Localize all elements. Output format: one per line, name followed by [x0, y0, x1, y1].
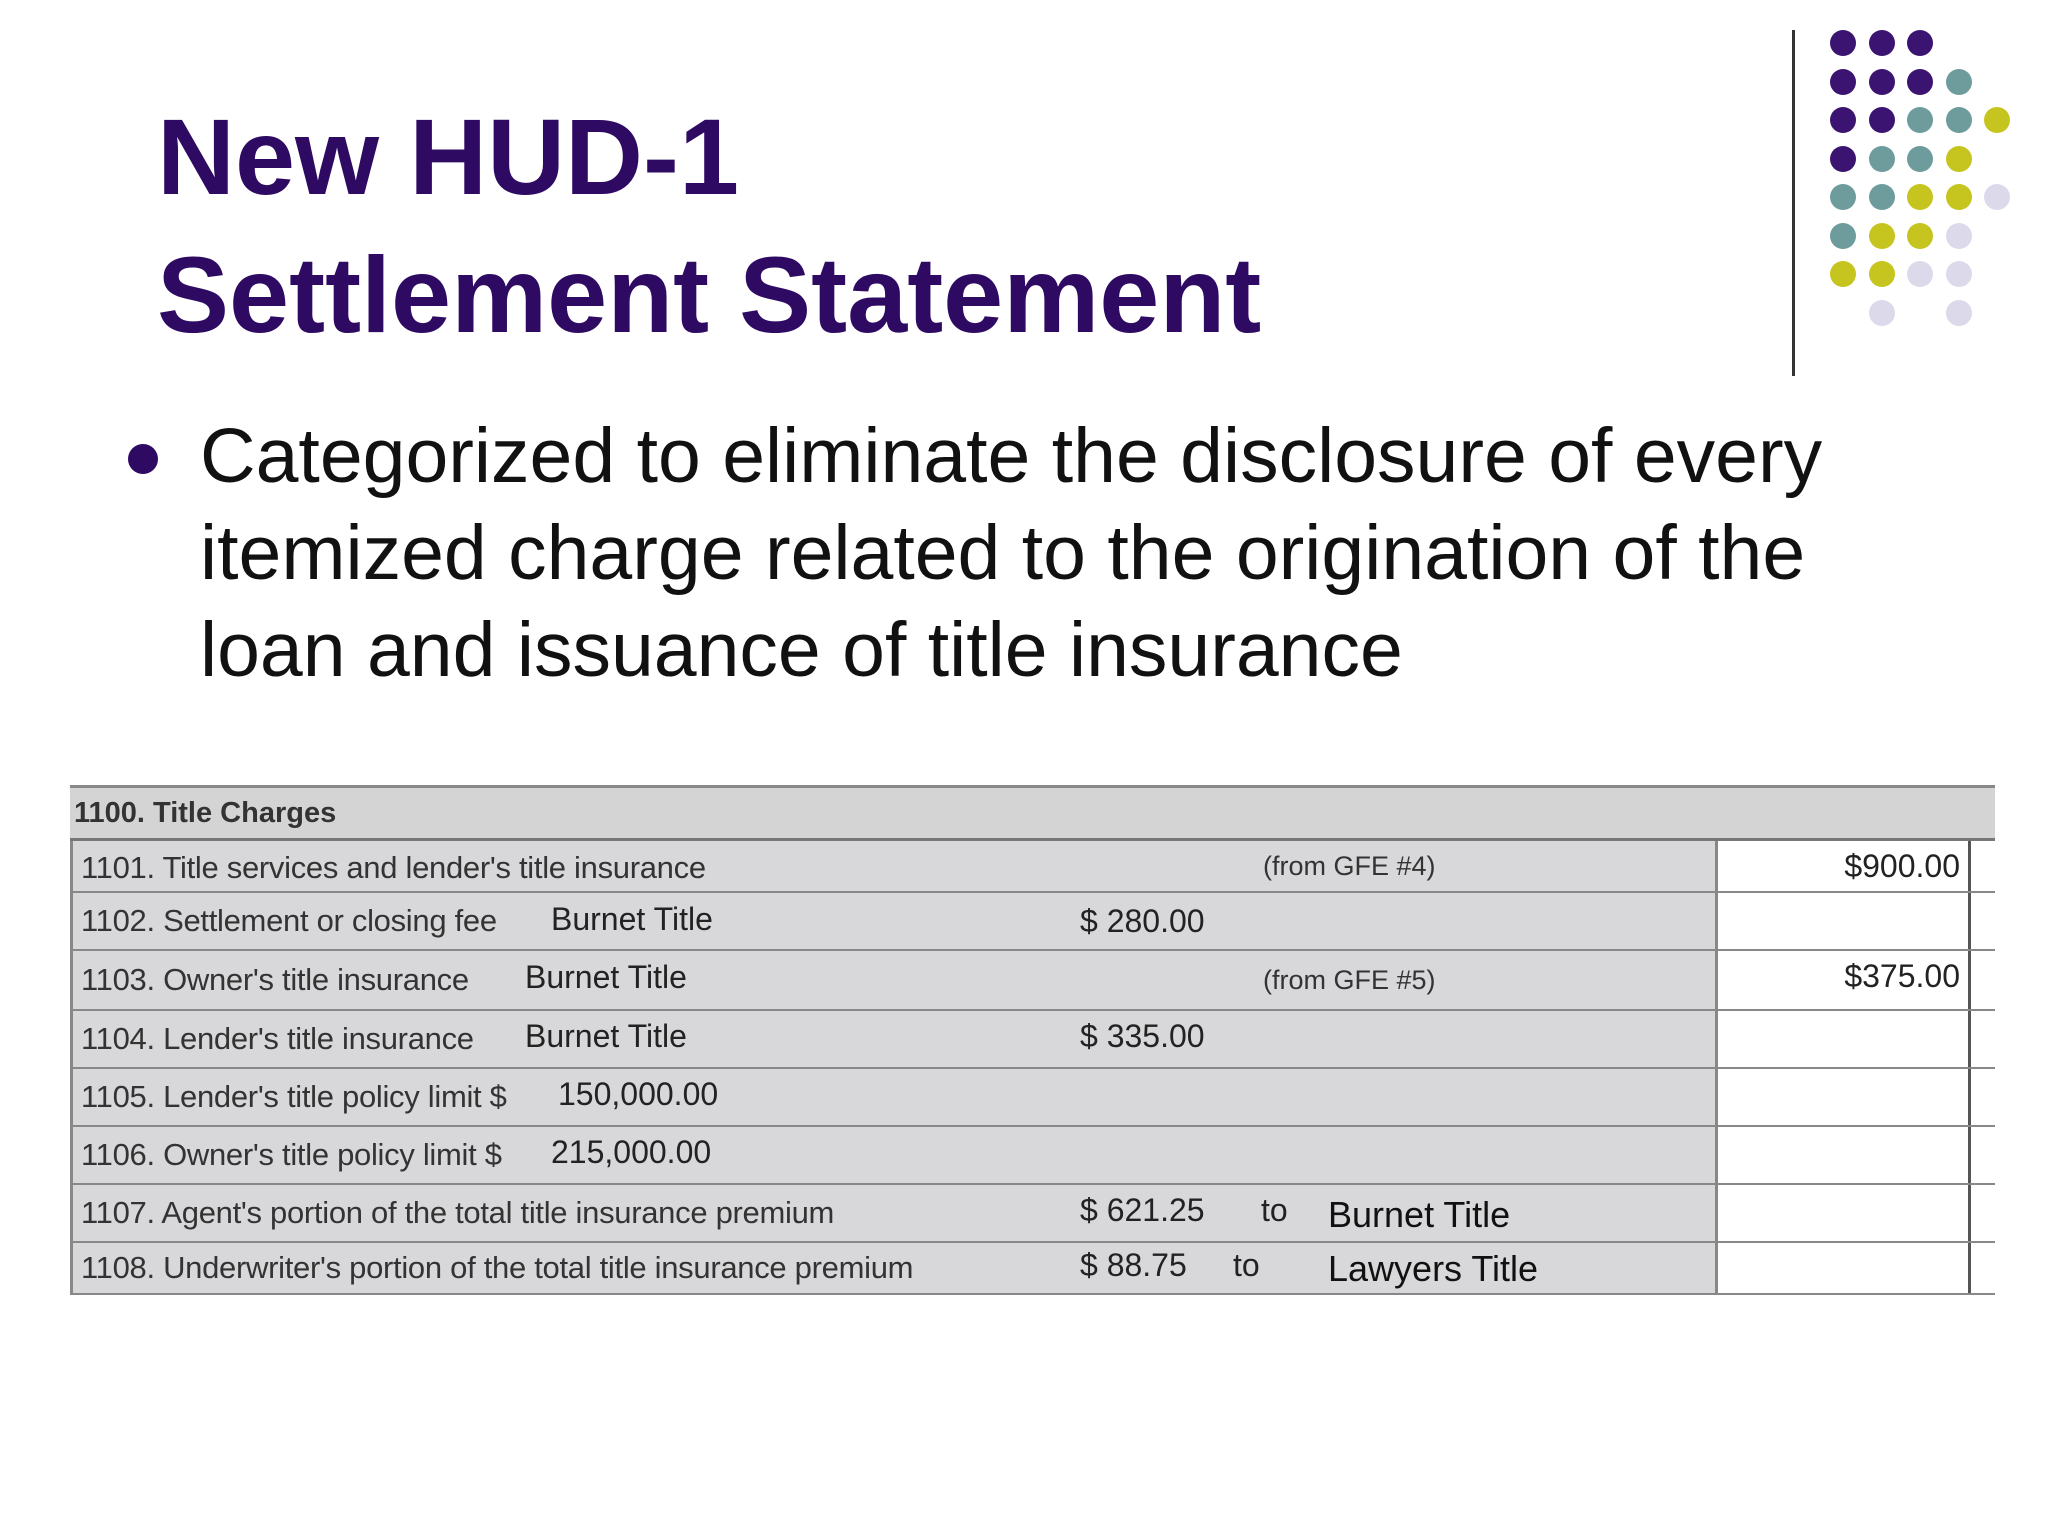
decorative-dot [1869, 30, 1895, 56]
bullet-icon [128, 444, 158, 474]
row-amount [1721, 1243, 1971, 1293]
decorative-dot [1946, 184, 1972, 210]
decorative-dot [1907, 107, 1933, 133]
bullet-text [200, 408, 1940, 699]
row-label: 1102. Settlement or closing fee [81, 903, 497, 938]
row-to: to [1233, 1247, 1260, 1283]
row-payee: Burnet Title [1328, 1194, 1511, 1235]
row-label: 1106. Owner's title policy limit $ [81, 1137, 502, 1172]
table-row-1104 [70, 1011, 1995, 1069]
table-row-1107 [70, 1185, 1995, 1243]
row-entity: Burnet Title [525, 959, 687, 995]
decorative-dot [1907, 223, 1933, 249]
decorative-dot [1946, 261, 1972, 287]
gfe-reference: (from GFE #4) [1263, 851, 1436, 881]
decorative-dot [1869, 107, 1895, 133]
decorative-divider [1792, 30, 1795, 376]
decorative-dot [1830, 184, 1856, 210]
row-amount: $900.00 [1721, 841, 1971, 891]
decorative-dot [1869, 300, 1895, 326]
slide-title-line-1: New HUD-1 [157, 96, 740, 217]
decorative-dot [1907, 69, 1933, 95]
decorative-dot [1869, 261, 1895, 287]
bullet-line-2: itemized charge related to the origination of the [200, 510, 1806, 596]
table-row-1102 [70, 893, 1995, 951]
decorative-dot-grid [1830, 30, 2048, 340]
decorative-dot [1830, 223, 1856, 249]
row-dollar: $ 335.00 [1080, 1018, 1205, 1054]
row-label: 1105. Lender's title policy limit $ [81, 1079, 507, 1114]
decorative-dot [1946, 69, 1972, 95]
table-row-1106 [70, 1127, 1995, 1185]
decorative-dot [1830, 30, 1856, 56]
table-row-1105 [70, 1069, 1995, 1127]
decorative-dot [1830, 261, 1856, 287]
decorative-dot [1946, 223, 1972, 249]
decorative-dot [1830, 107, 1856, 133]
row-dollar: $ 88.75 [1080, 1247, 1187, 1283]
row-entity: 150,000.00 [558, 1076, 719, 1112]
decorative-dot [1869, 146, 1895, 172]
decorative-dot [1830, 69, 1856, 95]
row-label: 1101. Title services and lender's title insurance [81, 850, 706, 885]
row-label: 1108. Underwriter's portion of the total title insurance premium [81, 1250, 914, 1285]
title-charges-table [70, 785, 1995, 1295]
decorative-dot [1907, 30, 1933, 56]
row-label: 1104. Lender's title insurance [81, 1021, 474, 1056]
decorative-dot [1907, 146, 1933, 172]
decorative-dot [1869, 69, 1895, 95]
row-entity: 215,000.00 [551, 1134, 712, 1170]
decorative-dot [1869, 184, 1895, 210]
row-entity: Burnet Title [551, 901, 713, 937]
slide-title-line-2: Settlement Statement [157, 234, 1262, 355]
gfe-reference: (from GFE #5) [1263, 965, 1436, 995]
row-amount [1721, 1011, 1971, 1067]
row-dollar: $ 621.25 [1080, 1192, 1205, 1228]
row-amount [1721, 893, 1971, 949]
row-dollar: $ 280.00 [1080, 903, 1205, 939]
table-row-1103 [70, 951, 1995, 1011]
row-amount: $375.00 [1721, 951, 1971, 1009]
decorative-dot [1946, 300, 1972, 326]
table-row-1101 [70, 841, 1995, 893]
bullet-point [120, 408, 1940, 699]
table-header: 1100. Title Charges [70, 785, 1995, 841]
row-entity: Burnet Title [525, 1018, 687, 1054]
decorative-dot [1830, 146, 1856, 172]
row-to: to [1261, 1192, 1288, 1228]
decorative-dot [1984, 107, 2010, 133]
row-label: 1107. Agent's portion of the total title insurance premium [81, 1195, 835, 1230]
decorative-dot [1869, 223, 1895, 249]
decorative-dot [1907, 261, 1933, 287]
decorative-dot [1946, 107, 1972, 133]
bullet-line-1: Categorized to eliminate the disclosure of every [200, 413, 1823, 499]
row-amount [1721, 1069, 1971, 1125]
decorative-dot [1946, 146, 1972, 172]
row-amount [1721, 1127, 1971, 1183]
row-payee: Lawyers Title [1328, 1248, 1539, 1289]
slide-title [157, 88, 1261, 364]
bullet-line-3: loan and issuance of title insurance [200, 607, 1403, 693]
table-row-1108 [70, 1243, 1995, 1295]
decorative-dot [1907, 184, 1933, 210]
decorative-dot [1984, 184, 2010, 210]
row-amount [1721, 1185, 1971, 1241]
row-label: 1103. Owner's title insurance [81, 962, 469, 997]
